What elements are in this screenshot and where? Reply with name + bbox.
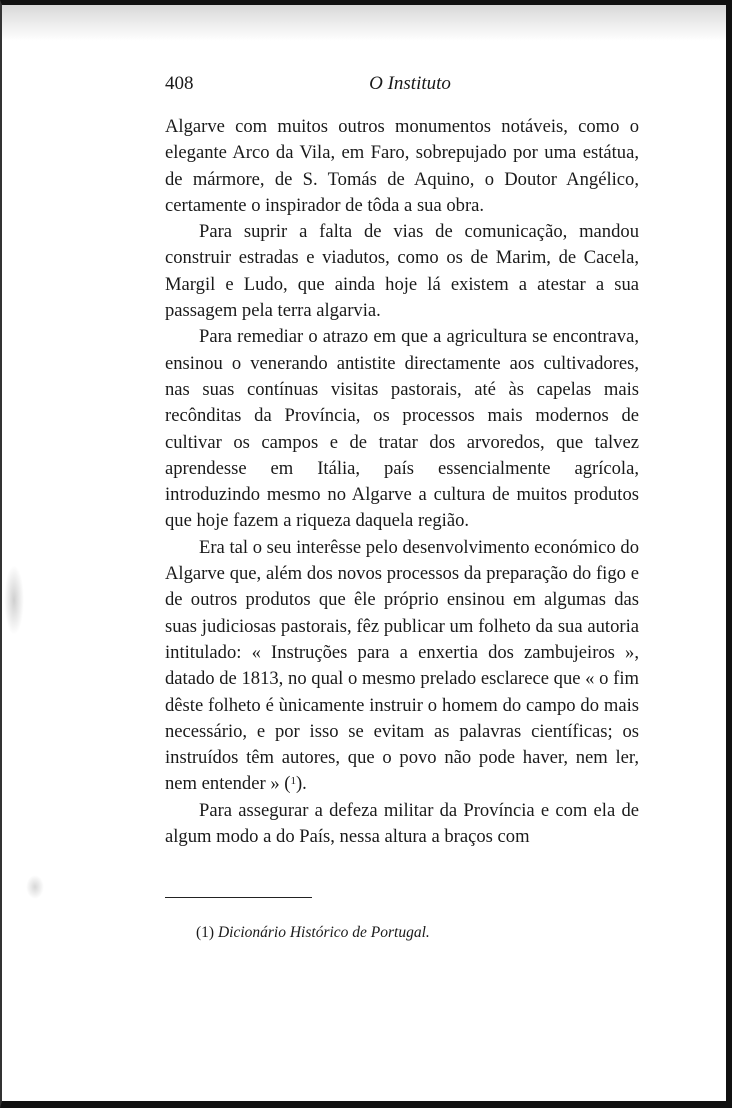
- footnote-reference: 1: [290, 775, 296, 788]
- footnote-reference-close: ).: [295, 773, 307, 795]
- footnote-text: Dicionário Histórico de Portugal.: [217, 924, 430, 941]
- scan-smudge: [26, 875, 44, 899]
- scan-top-shade: [0, 5, 726, 41]
- page-number: 408: [165, 73, 194, 94]
- body-text: [165, 114, 639, 850]
- paragraph: Para assegurar a defeza militar da Província e com ela de algum modo a do País, nessa altura a braços com: [165, 799, 639, 848]
- paragraph: Para suprir a falta de vias de comunicação, mandou construir estradas e viadutos, como os de Marim, de Cacela, Margil e Ludo, que ainda hoje lá existem a atestar a sua passagem pela terra algarvia.: [165, 221, 639, 322]
- running-title: O Instituto: [369, 73, 451, 94]
- footnote: [196, 922, 616, 944]
- scan-smudge: [4, 565, 24, 635]
- paragraph-text: Era tal o seu interêsse pelo desenvolvimento económico do Algarve que, além dos novos processos da preparação do figo e de outros produtos que êle próprio ensinou em algumas das suas judiciosas pastorais, fêz publicar um folheto da sua autoria intitulado: « Instruções para a enxertia dos zambujeiros », datado de 1813, no qual o mesmo prelado esclarece que « o fim dêste folheto é ùnicamente instruir o homem do campo do mais necessário, e por isso se evitam as palavras científicas; os instruídos têm autores, que o povo não pode haver, nem ler, nem entender » (: [165, 536, 639, 795]
- paragraph: Para remediar o atrazo em que a agricultura se encontrava, ensinou o venerando antistite directamente aos cultivadores, nas suas contínuas visitas pastorais, até às capelas mais recônditas da Província, os processos mais modernos de cultivar os campos e de tratar dos arvoredos, que talvez aprendesse em Itália, país essencialmente agrícola, introduzindo mesmo no Algarve a cultura de muitos produtos que hoje fazem a riqueza daquela região.: [165, 326, 639, 532]
- footnote-marker: (1): [196, 924, 215, 941]
- running-head: [165, 70, 639, 100]
- paragraph-with-footnote: [165, 535, 639, 798]
- footnote-rule: [165, 897, 312, 898]
- paragraph: Algarve com muitos outros monumentos notáveis, como o elegante Arco da Vila, em Faro, sobrepujado por uma estátua, de mármore, de S. Tomás de Aquino, o Doutor Angélico, certamente o inspirador de tôda a sua obra.: [165, 116, 639, 216]
